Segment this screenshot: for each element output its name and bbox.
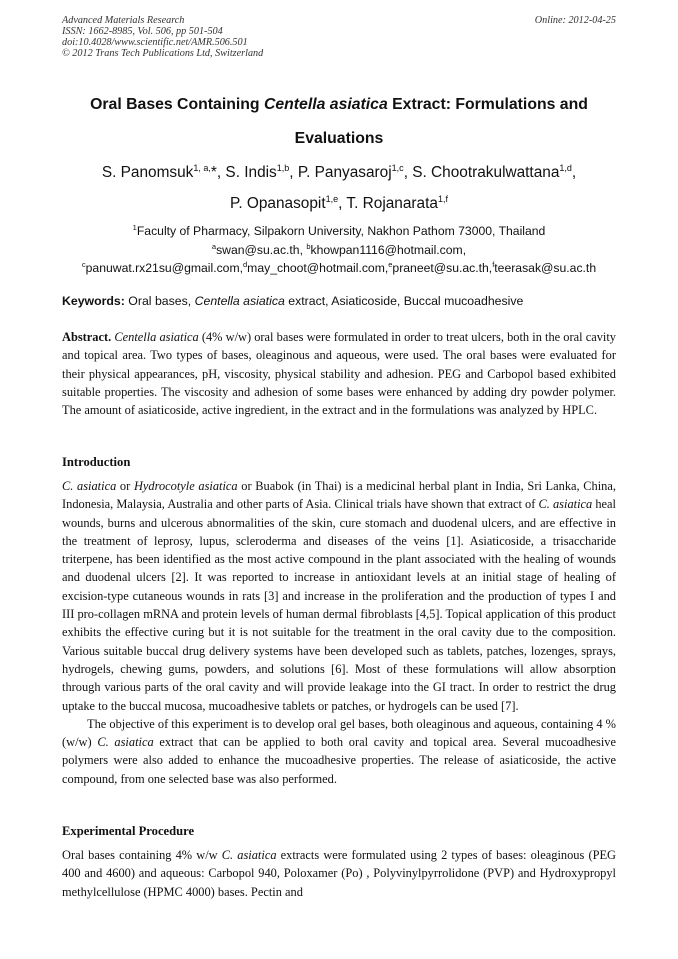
author-list: S. Panomsuk$^{1, a,}$*, S. Indis$^{1,b}$, P. Panyasaroj$^{1,c}$, S. Chootrakulwattana$^{1,d}$, P. Opanasopit$^{1,e}$, T. Rojanarata$^{1,f}$ (101, 163, 577, 212)
intro-paragraph-1: C. asiatica or Hydrocotyle asiatica or Buabok (in Thai) is a medicinal herbal plant in India, Sri Lanka, China, Indonesia, Malaysia, Australia and other parts of Asia. Clinical trials have shown that extract of C. asiatica heal wounds, burns and ulcerous abnormalities of the skin, cure stomach and duodenal ulcers, and are effective in the treatment of leprosy, lupus, scleroderma and diseases of the veins [1]. Asiaticoside, a trisaccharide triterpene, has been identified as the most active compound in the plant associated with the healing of wounds and duodenal ulcers [2]. It was reported to increase in antioxidant levels at an initial stage of healing of excision-type cutaneous wounds in rats [3] and increase in the proliferation and the production of types I and III pro-collagen mRNA and protein levels of human dermal fibroblasts [4,5]. Topical application of this product exhibits the effective curing but it is not suitable for the treatment in the oral cavity due to the composition. Various suitable buccal drug delivery systems have been developed such as tablets, patches, lozenges, sprays, hydrogels, chewing gums, powders, and solutions [6]. Most of these formulations will allow absorption through various parts of the oral cavity and will provide leakage into the GI tract. In order to restrict the drug uptake to the buccal mucosa, mucoadhesive tablets or patches, or hydrogels can be used [7]. (62, 479, 616, 713)
abstract: Abstract. Centella asiatica (4% w/w) oral bases were formulated in order to treat ulcers, both in the oral cavity and topical area. Two types of bases, oleaginous and aqueous, were used. The oral bases were evaluated for their physical appearances, pH, viscosity, physical stability and adhesion. PEG and Carbopol based exhibited suitable properties. The viscosity and adhesion of some bases were enhanced by adding dry powder polymer. The amount of asiaticoside, active ingredient, in the extract and in the formulations was analyzed by HPLC. (62, 330, 616, 418)
experimental-body: Oral bases containing 4% w/w C. asiatica extracts were formulated using 2 types of bases: oleaginous (PEG 400 and 4600) and aqueous: Carbopol 940, Poloxamer (Po) , Polyvinylpyrrolidone (PVP) and Hydroxypropyl methylcellulose (HPMC 4000) bases. Pectin and (62, 848, 616, 899)
intro-paragraph-2: The objective of this experiment is to develop oral gel bases, both oleaginous and aqueous, containing 4 % (w/w) C. asiatica extract that can be applied to both oral cavity and topical area. Several mucoadhesive polymers were also added to enhance the mucoadhesive properties. The release of asiaticoside, the active compound, from one selected base was also performed. (62, 716, 616, 786)
introduction-body (62, 477, 616, 788)
affiliation-line: $^1$Faculty of Pharmacy, Silpakorn University, Nakhon Pathom 73000, Thailand (132, 223, 546, 238)
issn-line: ISSN: 1662-8985, Vol. 506, pp 501-504 (62, 26, 223, 37)
online-date: Online: 2012-04-25 (534, 15, 616, 26)
email-line-2: $^c$panuwat.rx21su@gmail.com,$^d$may_choot@hotmail.com,$^e$praneet@su.ac.th,$^f$teerasak@su.ac.th (81, 260, 597, 275)
keywords: Keywords: Oral bases, Centella asiatica extract, Asiaticoside, Buccal mucoadhesive (62, 294, 524, 308)
doi-line: doi:10.4028/www.scientific.net/AMR.506.501 (62, 37, 248, 48)
copyright-line: © 2012 Trans Tech Publications Ltd, Switzerland (62, 48, 264, 59)
section-heading-experimental: Experimental Procedure (62, 824, 195, 838)
journal-header (62, 15, 263, 59)
affiliations (50, 222, 628, 278)
journal-name: Advanced Materials Research (62, 15, 185, 26)
paper-title: Oral Bases Containing Centella asiatica Extract: Formulations and Evaluations (90, 96, 588, 147)
section-heading-introduction: Introduction (62, 455, 131, 469)
email-line-1: $^a$swan@su.ac.th, $^b$khowpan1116@hotmail.com, (211, 241, 467, 257)
